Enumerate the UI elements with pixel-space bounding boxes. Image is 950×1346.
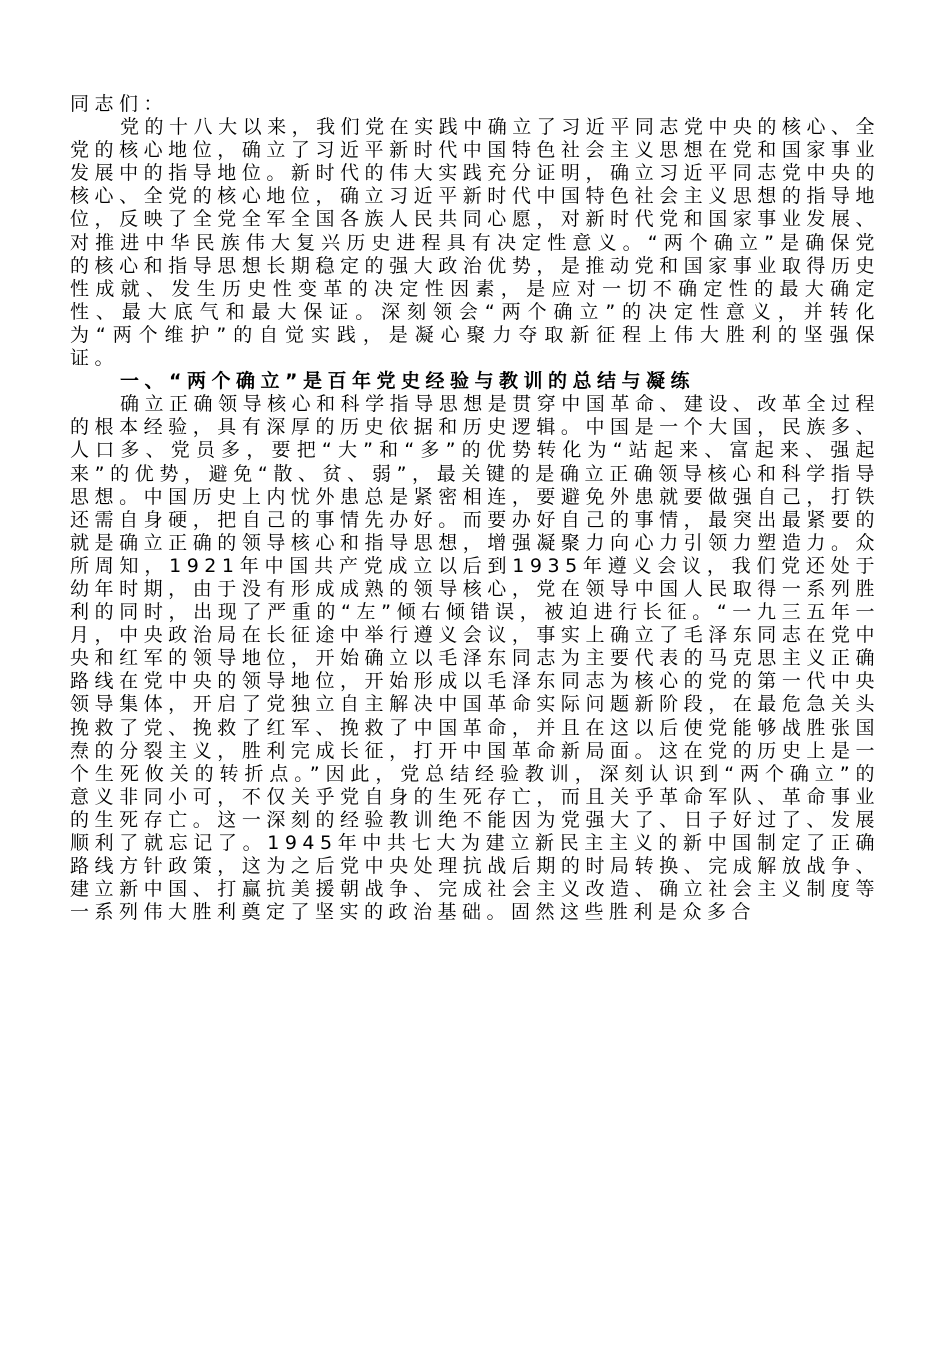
paragraph-section-one: 确立正确领导核心和科学指导思想是贯穿中国革命、建设、改革全过程的根本经验，具有深厚的历史依据和历史逻辑。中国是一个大国，民族多、人口多、党员多，要把“大”和“多”的优势转化为“站起来、富起来、强起来”的优势，避免“散、贫、弱”，最关键的是确立正确领导核心和科学指导思想。中国历史上内忧外患总是紧密相连，要避免外患就要做强自己，打铁还需自身硬，把自己的事情先办好。而要办好自己的事情，最突出最紧要的就是确立正确的领导核心和指导思想，增强凝聚力向心力引领力塑造力。众所周知，1921年中国共产党成立以后到1935年遵义会议，我们党还处于幼年时期，由于没有形成成熟的领导核心，党在领导中国人民取得一系列胜利的同时，出现了严重的“左”倾右倾错误，被迫进行长征。“一九三五年一月，中央政治局在长征途中举行遵义会议，事实上确立了毛泽东同志在党中央和红军的领导地位，开始确立以毛泽东同志为主要代表的马克思主义正确路线在党中央的领导地位，开始形成以毛泽东同志为核心的党的第一代中央领导集体，开启了党独立自主解决中国革命实际问题新阶段，在最危急关头挽救了党、挽救了红军、挽救了中国革命，并且在这以后使党能够战胜张国焘的分裂主义，胜利完成长征，打开中国革命新局面。这在党的历史上是一个生死攸关的转折点。”因此，党总结经验教训，深刻认识到“两个确立”的意义非同小可，不仅关乎党自身的生死存亡，而且关乎革命军队、革命事业的生死存亡。这一深刻的经验教训绝不能因为党强大了、日子好过了、发展顺利了就忘记了。1945年中共七大为建立新民主主义的新中国制定了正确路线方针政策，这为之后党中央处理抗战后期的时局转换、完成解放战争、建立新中国、打赢抗美援朝战争、完成社会主义改造、确立社会主义制度等一系列伟大胜利奠定了坚实的政治基础。固然这些胜利是众多合 bbox=[70, 393, 880, 924]
document-body bbox=[70, 93, 880, 924]
salutation: 同志们： bbox=[70, 93, 169, 115]
section-heading: 一、“两个确立”是百年党史经验与教训的总结与凝练 bbox=[120, 370, 695, 393]
paragraph-intro: 党的十八大以来，我们党在实践中确立了习近平同志党中央的核心、全党的核心地位，确立了习近平新时代中国特色社会主义思想在党和国家事业发展中的指导地位。新时代的伟大实践充分证明，确立习近平同志党中央的核心、全党的核心地位，确立习近平新时代中国特色社会主义思想的指导地位，反映了全党全军全国各族人民共同心愿，对新时代党和国家事业发展、对推进中华民族伟大复兴历史进程具有决定性意义。“两个确立”是确保党的核心和指导思想长期稳定的强大政治优势，是推动党和国家事业取得历史性成就、发生历史性变革的决定性因素，是应对一切不确定性的最大确定性、最大底气和最大保证。深刻领会“两个确立”的决定性意义，并转化为“两个维护”的自觉实践，是凝心聚力夺取新征程上伟大胜利的坚强保证。 bbox=[70, 116, 880, 370]
